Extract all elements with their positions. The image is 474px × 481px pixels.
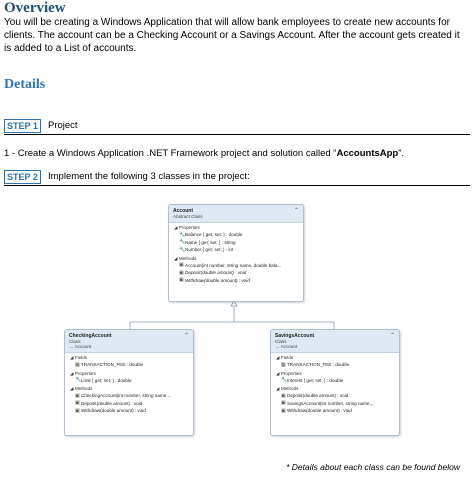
wrench-icon: 🔧: [281, 377, 288, 384]
uml-header-account: [169, 205, 303, 223]
member-row: 🔧 Limit { get; set; } : double: [75, 377, 132, 384]
wrench-icon: 🔧: [179, 246, 186, 253]
overview-heading: Overview: [4, 0, 66, 16]
footnote: * Details about each class can be found below: [286, 462, 460, 472]
wrench-icon: 🔧: [75, 377, 82, 384]
class-kind: Class: [69, 339, 81, 344]
class-kind: Class: [275, 339, 287, 344]
wrench-icon: 🔧: [179, 231, 186, 238]
class-name: Account: [173, 208, 193, 214]
method-cube-icon: ▣: [179, 277, 184, 284]
member-row: 🔧 Balance { get; set; } : double: [179, 231, 243, 238]
uml-class-account[interactable]: [168, 204, 304, 302]
field-icon: ▩: [75, 361, 80, 368]
member-row: ▣ Account(int number, string name, double bala...: [179, 262, 282, 269]
method-cube-icon: ▣: [281, 392, 286, 399]
member-row: ▣ Deposit(double amount) : void: [281, 392, 349, 399]
step-1-badge: STEP 1: [4, 119, 41, 133]
wrench-icon: 🔧: [179, 239, 186, 246]
section-fields[interactable]: ◢ Fields: [70, 355, 88, 360]
collapse-chevron-icon[interactable]: ⌃: [183, 333, 189, 339]
member-row: ▣ SavingsAccount(int number, string name,...: [281, 400, 375, 407]
section-methods[interactable]: ◢ Methods: [70, 386, 93, 391]
step-2-title: Implement the following 3 classes in the project:: [48, 171, 250, 182]
class-kind: Abstract Class: [173, 214, 203, 219]
member-row: ▩ TRANSACTION_FEE : double: [281, 361, 350, 368]
class-name: CheckingAccount: [69, 333, 112, 339]
member-row: ▣ Withdraw(double amount) : void: [179, 277, 250, 284]
member-row: 🔧 Interest { get; set; } : double: [281, 377, 344, 384]
collapse-chevron-icon[interactable]: ⌃: [389, 333, 395, 339]
field-icon: ▩: [281, 361, 286, 368]
section-methods[interactable]: ◢ Methods: [276, 386, 299, 391]
uml-class-savings-account[interactable]: [270, 329, 400, 436]
member-row: ▣ CheckingAccount(int number, string name,...: [75, 392, 172, 399]
uml-header-checking: [65, 330, 193, 353]
uml-header-savings: [271, 330, 399, 353]
class-name: SavingsAccount: [275, 333, 315, 339]
method-cube-icon: ▣: [281, 407, 286, 414]
section-properties[interactable]: ◢ Properties: [70, 370, 96, 376]
member-row: 🔧 Number { get; set; } : int: [179, 246, 234, 253]
member-row: ▣ Deposit(double amount) : void: [179, 269, 247, 276]
section-properties[interactable]: ◢ Properties: [276, 370, 302, 376]
collapse-chevron-icon[interactable]: ⌃: [293, 208, 299, 214]
member-row: ▣ Deposit(double amount) : void: [75, 400, 143, 407]
instruction-prefix: 1 - Create a Windows Application .NET Framework project and solution called “: [4, 148, 337, 159]
project-name: AccountsApp: [336, 148, 399, 159]
overview-text: You will be creating a Windows Application that will allow bank employees to create new accounts for clients. The account can be a Checking Account or a Savings Account. After the account gets created it is added to a List of accounts.: [4, 17, 460, 54]
section-fields[interactable]: ◢ Fields: [276, 355, 294, 360]
step-1-title: Project: [48, 120, 78, 131]
method-cube-icon: ▣: [281, 400, 286, 407]
member-row: ▩ TRANSACTION_FEE : double: [75, 361, 144, 368]
method-cube-icon: ▣: [75, 392, 80, 399]
instruction-suffix: ”.: [398, 148, 405, 159]
section-properties[interactable]: ◢ Properties: [174, 225, 200, 230]
details-heading: Details: [4, 77, 46, 92]
member-row: ▣ Withdraw(double amount) : void: [75, 407, 146, 414]
method-cube-icon: ▣: [179, 269, 184, 276]
method-cube-icon: ▣: [75, 400, 80, 407]
uml-class-checking-account[interactable]: [64, 329, 194, 436]
class-base: → Account: [275, 344, 298, 349]
member-row: 🔧 Name { get; set; } : string: [179, 239, 236, 246]
member-row: ▣ Withdraw(double amount) : void: [281, 407, 352, 414]
class-base: → Account: [69, 344, 92, 349]
step-2-badge: STEP 2: [4, 170, 41, 184]
section-methods[interactable]: ◢ Methods: [174, 255, 197, 261]
method-cube-icon: ▣: [75, 407, 80, 414]
method-cube-icon: ▣: [179, 262, 184, 269]
